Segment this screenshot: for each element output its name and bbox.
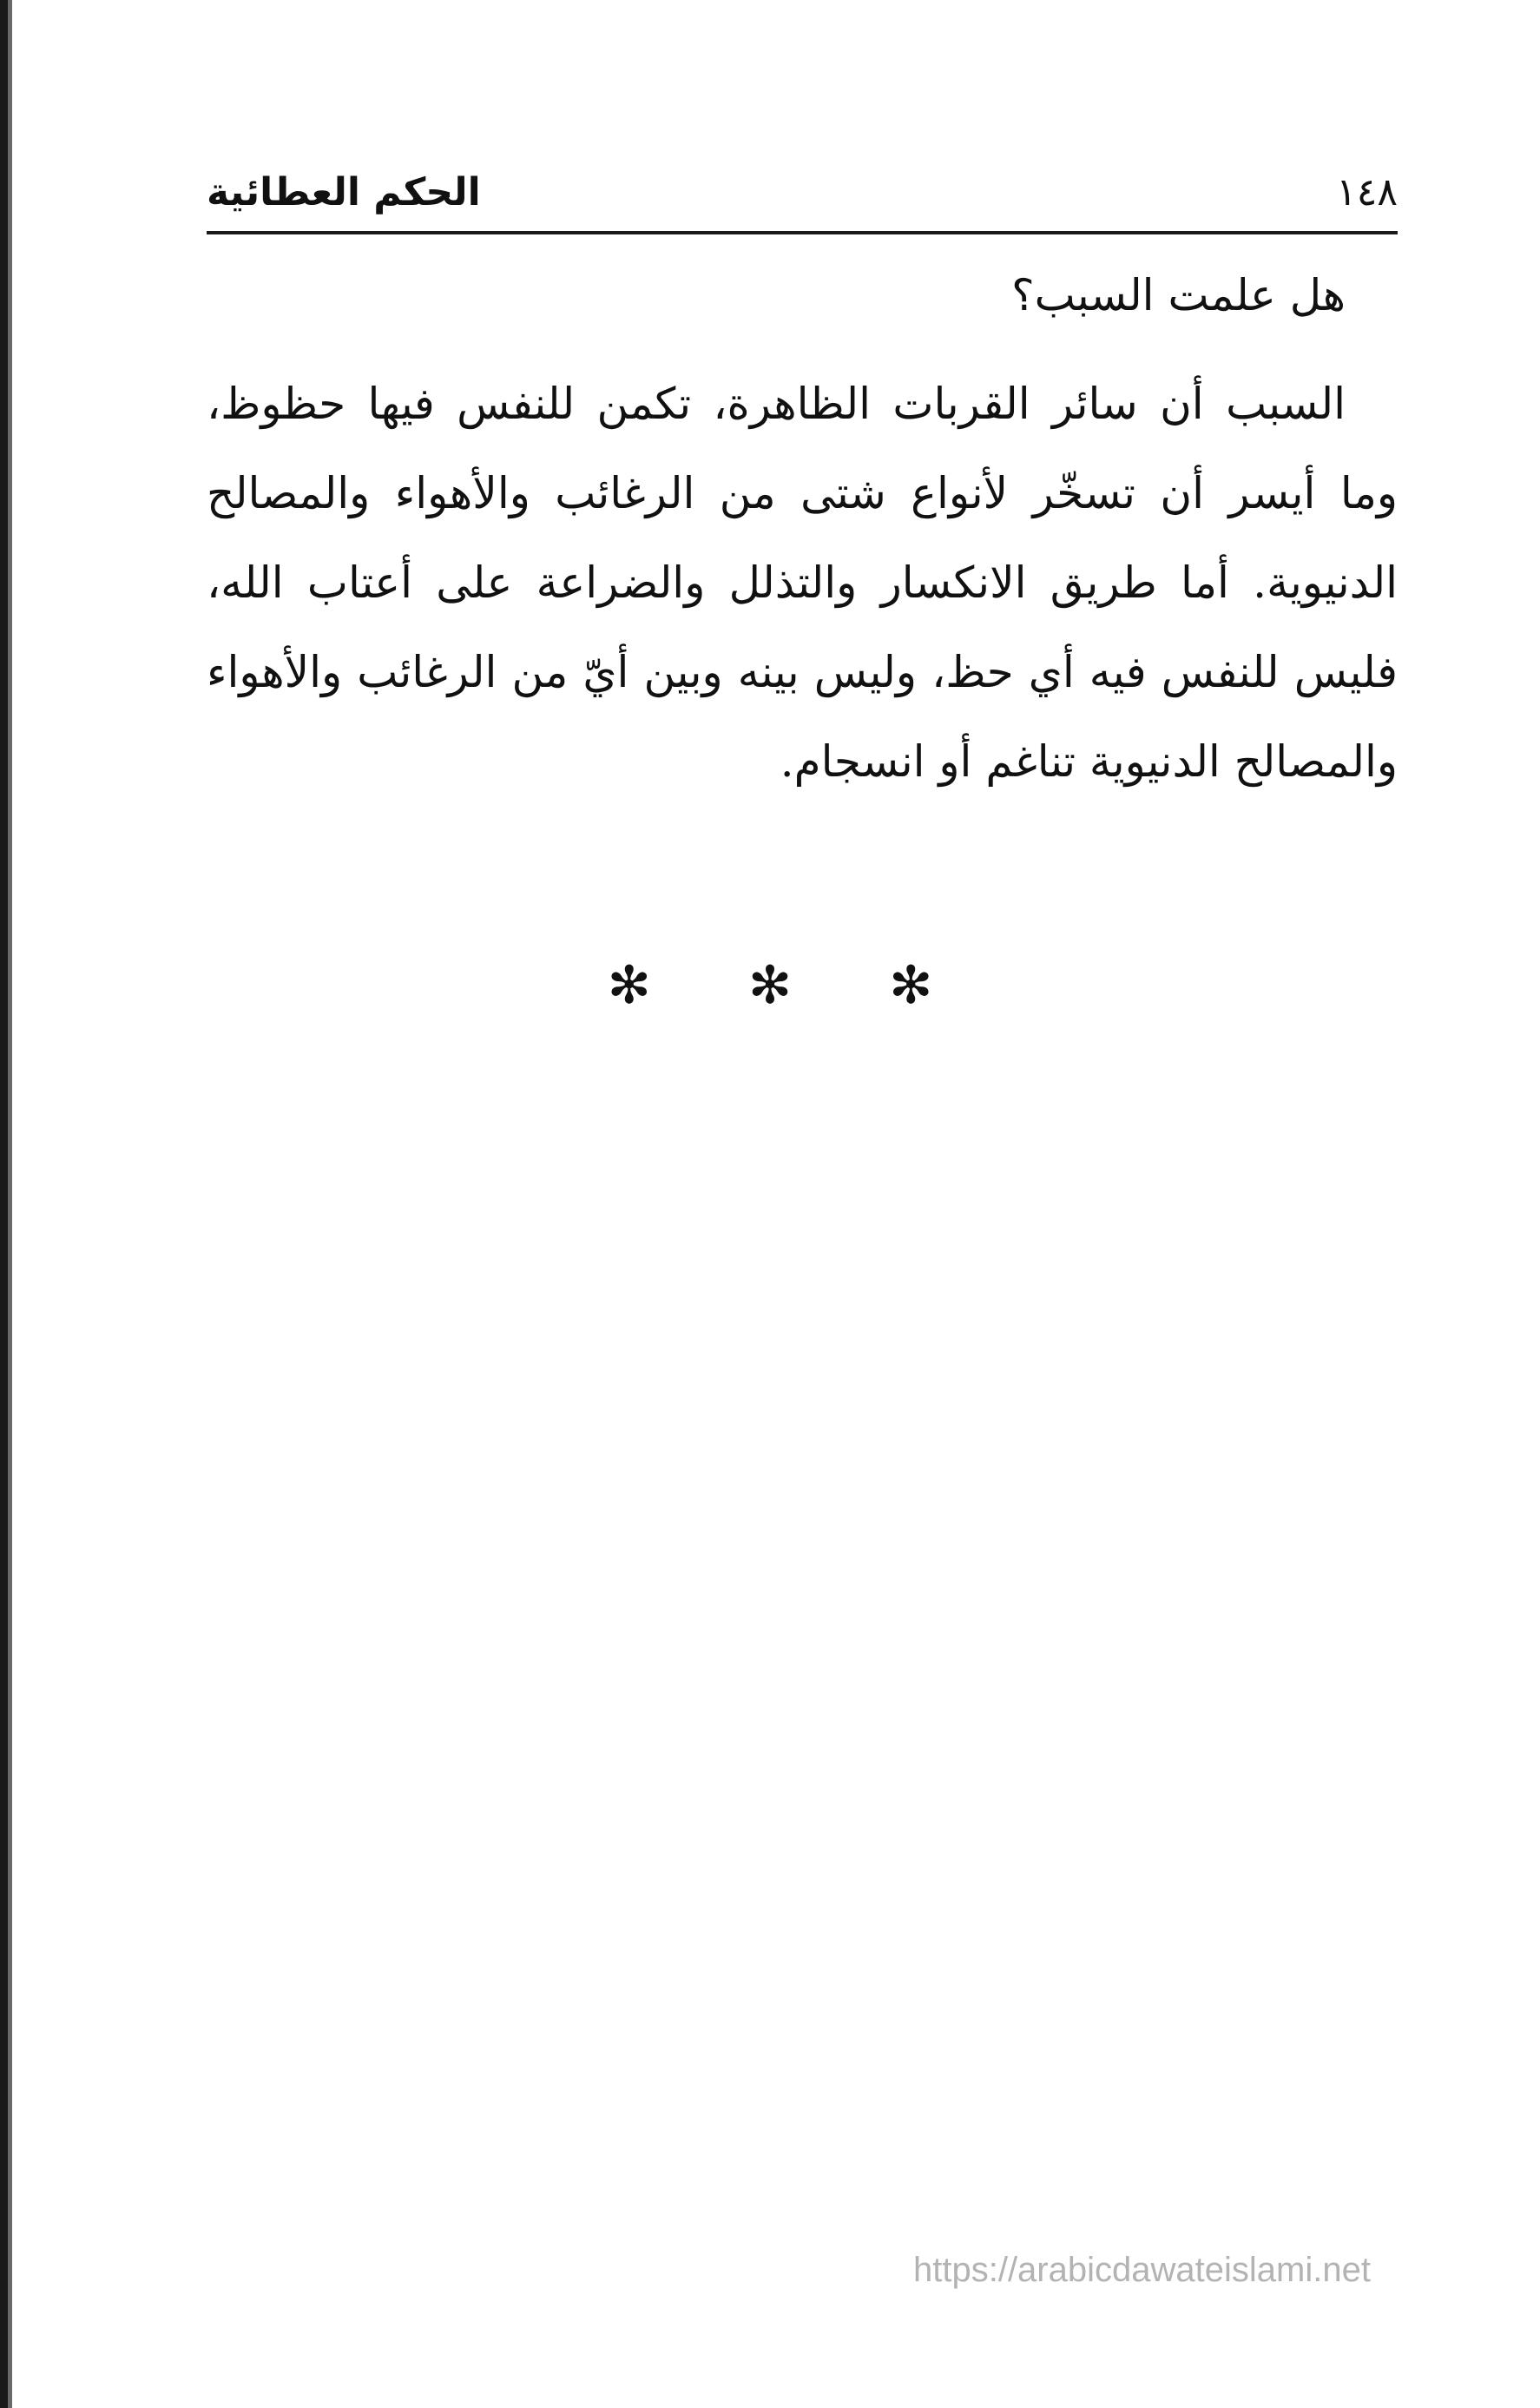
separator-star: ✻ bbox=[889, 955, 933, 1016]
page-header bbox=[207, 156, 1398, 228]
separator-star: ✻ bbox=[607, 955, 651, 1016]
question-line: هل علمت السبب؟ bbox=[1011, 270, 1346, 320]
separator-star: ✻ bbox=[747, 955, 793, 1016]
page-body bbox=[207, 252, 1398, 807]
running-title: الحكم العطائية bbox=[207, 169, 481, 214]
page-number: ١٤٨ bbox=[1336, 169, 1398, 214]
section-separator bbox=[0, 951, 1540, 1020]
scan-edge-shadow bbox=[8, 0, 12, 2408]
header-rule bbox=[207, 231, 1398, 234]
body-paragraph: السبب أن سائر القربات الظاهرة، تكمن للنفس فيها حظوظ، وما أيسر أن تسخّر لأنواع شتى من الرغائب والأهواء والمصالح الدنيوية. أما طريق الانكسار والتذلل والضراعة على أعتاب الله، فليس للنفس فيه أي حظ، وليس بينه وبين أيّ من الرغائب والأهواء والمصالح الدنيوية تناغم أو انسجام. bbox=[207, 379, 1398, 787]
watermark-url: https://arabicdawateislami.net bbox=[913, 2251, 1371, 2289]
scan-edge bbox=[0, 0, 8, 2408]
